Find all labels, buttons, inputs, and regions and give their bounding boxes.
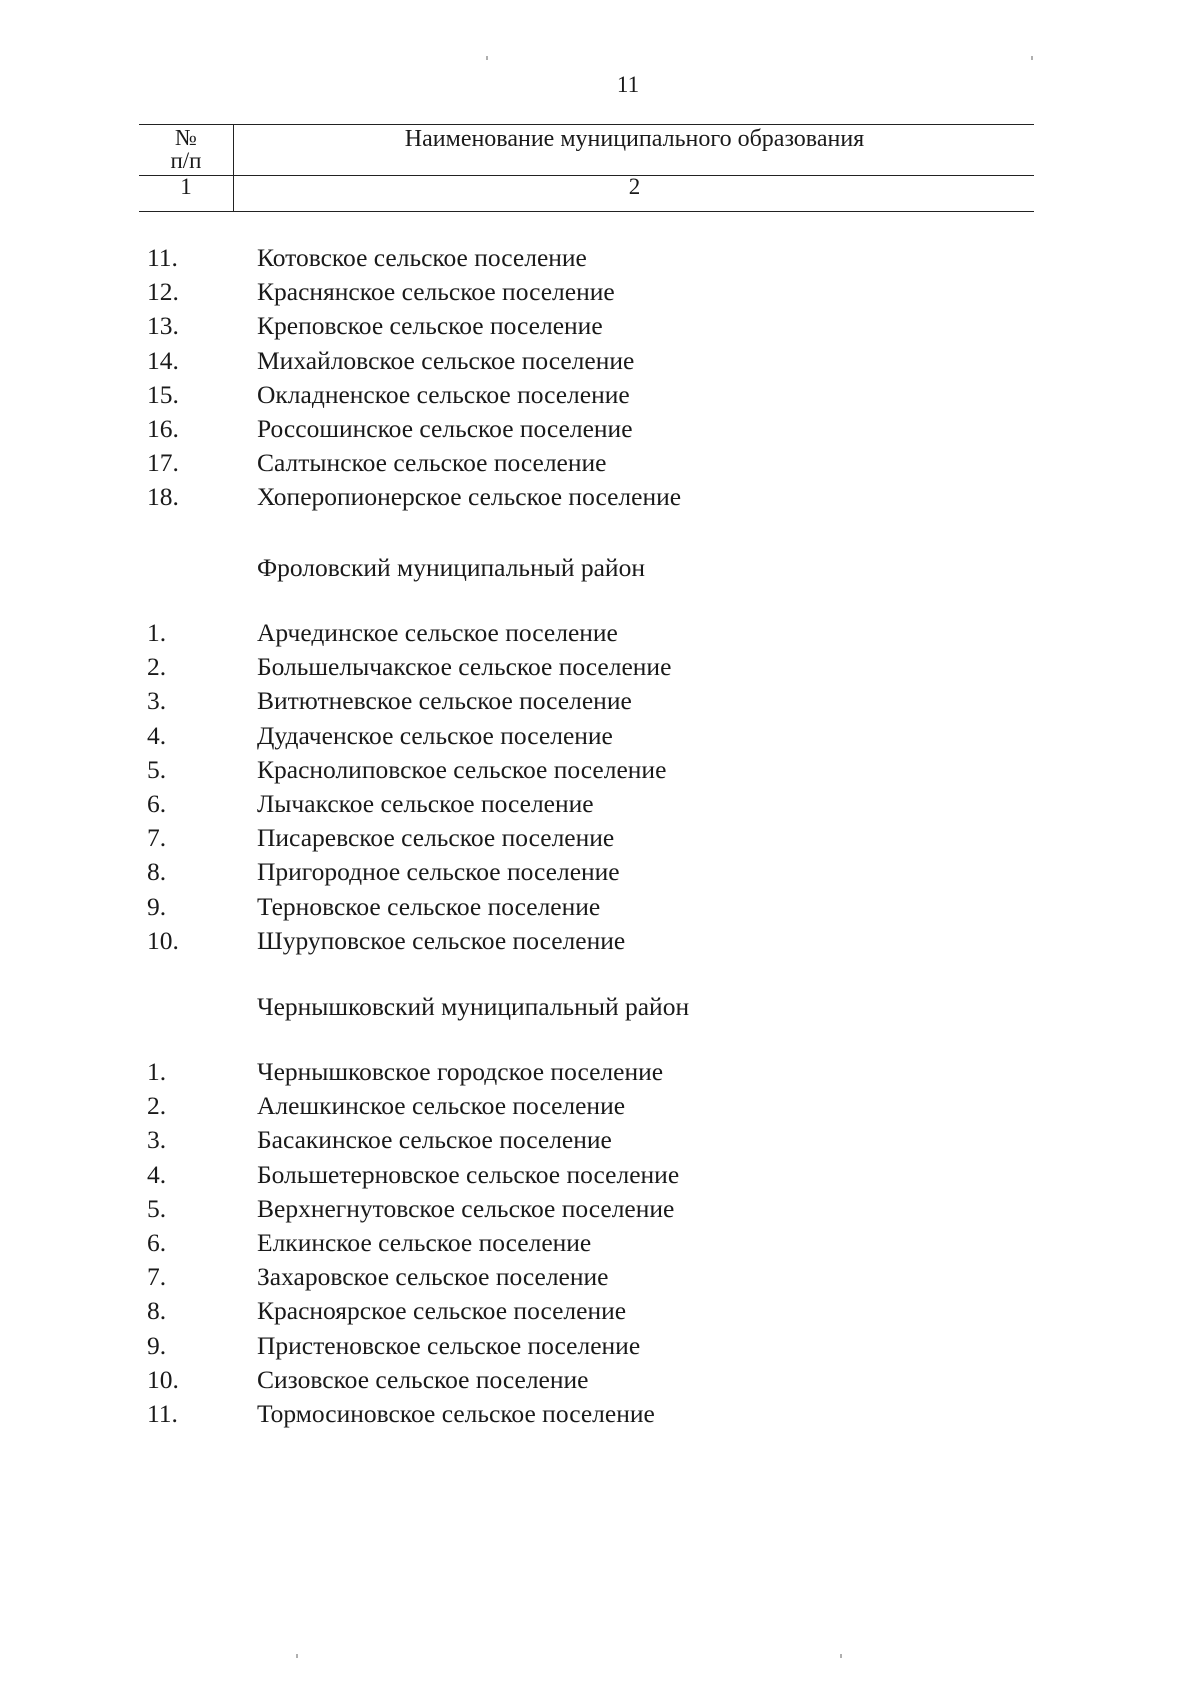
settlement-name: Арчединское сельское поселение — [257, 618, 618, 647]
settlement-name: Краснянское сельское поселение — [257, 277, 615, 307]
settlement-name: Креповское сельское поселение — [257, 311, 603, 341]
item-number: 12. — [147, 277, 179, 307]
item-number: 16. — [147, 414, 179, 443]
settlement-name: Пригородное сельское поселение — [257, 857, 620, 887]
item-number: 1. — [147, 1057, 167, 1086]
item-number: 17. — [147, 448, 179, 478]
list-item — [0, 753, 1200, 787]
item-number: 11. — [147, 243, 178, 272]
item-number: 14. — [147, 345, 179, 375]
settlement-name: Витютневское сельское поселение — [257, 686, 632, 716]
settlement-name: Красноярское сельское поселение — [257, 1296, 627, 1326]
settlement-name: Россошинское сельское поселение — [257, 414, 633, 443]
list-item — [0, 719, 1200, 753]
settlement-name: Котовское сельское поселение — [257, 243, 587, 272]
settlement-name: Лычакское сельское поселение — [257, 789, 594, 818]
header-number-sign: № — [175, 125, 197, 150]
settlement-name: Шуруповское сельское поселение — [257, 925, 626, 955]
header-pp: п/п — [170, 148, 202, 173]
list-item — [0, 1363, 1200, 1397]
item-number: 4. — [147, 1159, 167, 1189]
table-header-rule — [139, 175, 1034, 176]
item-number: 9. — [147, 1330, 167, 1360]
list-item — [0, 821, 1200, 855]
list-item — [0, 1192, 1200, 1226]
item-number: 5. — [147, 754, 167, 784]
list-item — [0, 241, 1200, 275]
item-number: 3. — [147, 1125, 167, 1155]
settlement-name: Верхнегнутовское сельское поселение — [257, 1193, 675, 1223]
header-col1-index: 1 — [180, 174, 192, 199]
header-col2-index: 2 — [628, 174, 641, 199]
list-item — [0, 684, 1200, 718]
item-number: 4. — [147, 720, 167, 750]
item-number: 13. — [147, 311, 179, 341]
settlement-name: Краснолиповское сельское поселение — [257, 754, 667, 784]
settlement-name: Захаровское сельское поселение — [257, 1262, 609, 1292]
item-number: 8. — [147, 857, 167, 887]
item-number: 3. — [147, 686, 167, 716]
item-number: 7. — [147, 823, 167, 853]
settlement-name: Елкинское сельское поселение — [257, 1228, 592, 1257]
table-bottom-rule — [139, 211, 1034, 212]
list-item — [0, 616, 1200, 650]
list-item — [0, 1055, 1200, 1089]
item-number: 8. — [147, 1296, 167, 1326]
settlement-name: Михайловское сельское поселение — [257, 345, 635, 375]
item-number: 2. — [147, 652, 167, 682]
list-item — [0, 890, 1200, 924]
settlement-name: Окладненское сельское поселение — [257, 379, 630, 409]
item-number: 2. — [147, 1091, 167, 1121]
settlement-name: Большетерновское сельское поселение — [257, 1159, 680, 1189]
settlement-name: Тормосиновское сельское поселение — [257, 1399, 655, 1428]
item-number: 7. — [147, 1262, 167, 1292]
item-number: 5. — [147, 1193, 167, 1223]
list-item — [0, 309, 1200, 343]
list-item — [0, 275, 1200, 309]
list-item — [0, 1397, 1200, 1431]
settlement-name: Пристеновское сельское поселение — [257, 1330, 641, 1360]
list-item — [0, 924, 1200, 958]
scan-speck — [486, 56, 488, 60]
list-item — [0, 1226, 1200, 1260]
item-number: 10. — [147, 1364, 179, 1394]
table-top-rule — [139, 124, 1034, 125]
list-item — [0, 1294, 1200, 1328]
item-number: 11. — [147, 1399, 178, 1428]
settlement-name: Салтынское сельское поселение — [257, 448, 607, 478]
settlement-name: Чернышковское городское поселение — [257, 1057, 664, 1086]
list-item — [0, 412, 1200, 446]
item-number: 1. — [147, 618, 167, 647]
item-number: 9. — [147, 891, 167, 921]
list-item — [0, 1158, 1200, 1192]
settlement-name: Хоперопионерское сельское поселение — [257, 482, 682, 512]
table-column-divider — [233, 124, 234, 212]
list-item — [0, 1089, 1200, 1123]
list-item — [0, 650, 1200, 684]
settlement-name: Сизовское сельское поселение — [257, 1364, 589, 1394]
item-number: 10. — [147, 925, 179, 955]
settlement-name: Терновское сельское поселение — [257, 891, 601, 921]
list-item — [0, 1123, 1200, 1157]
settlement-name: Басакинское сельское поселение — [257, 1125, 612, 1155]
page-number: 11 — [616, 72, 640, 97]
settlement-name: Дудаченское сельское поселение — [257, 720, 613, 750]
district-title: Чернышковский муниципальный район — [257, 992, 690, 1021]
settlement-name: Большелычакское сельское поселение — [257, 652, 672, 682]
header-name-column: Наименование муниципального образования — [404, 126, 865, 152]
item-number: 6. — [147, 789, 167, 818]
list-item — [0, 378, 1200, 412]
list-item — [0, 1329, 1200, 1363]
scan-speck — [840, 1654, 842, 1658]
district-title: Фроловский муниципальный район — [257, 553, 645, 582]
scan-speck — [1031, 56, 1033, 60]
list-item — [0, 855, 1200, 889]
item-number: 6. — [147, 1228, 167, 1257]
item-number: 18. — [147, 482, 179, 512]
settlement-name: Писаревское сельское поселение — [257, 823, 615, 853]
settlement-name: Алешкинское сельское поселение — [257, 1091, 626, 1121]
table-header — [139, 124, 1034, 212]
scan-speck — [296, 1654, 298, 1658]
item-number: 15. — [147, 379, 179, 409]
list-item — [0, 480, 1200, 514]
list-item — [0, 1260, 1200, 1294]
list-item — [0, 344, 1200, 378]
list-item — [0, 787, 1200, 821]
list-item — [0, 446, 1200, 480]
